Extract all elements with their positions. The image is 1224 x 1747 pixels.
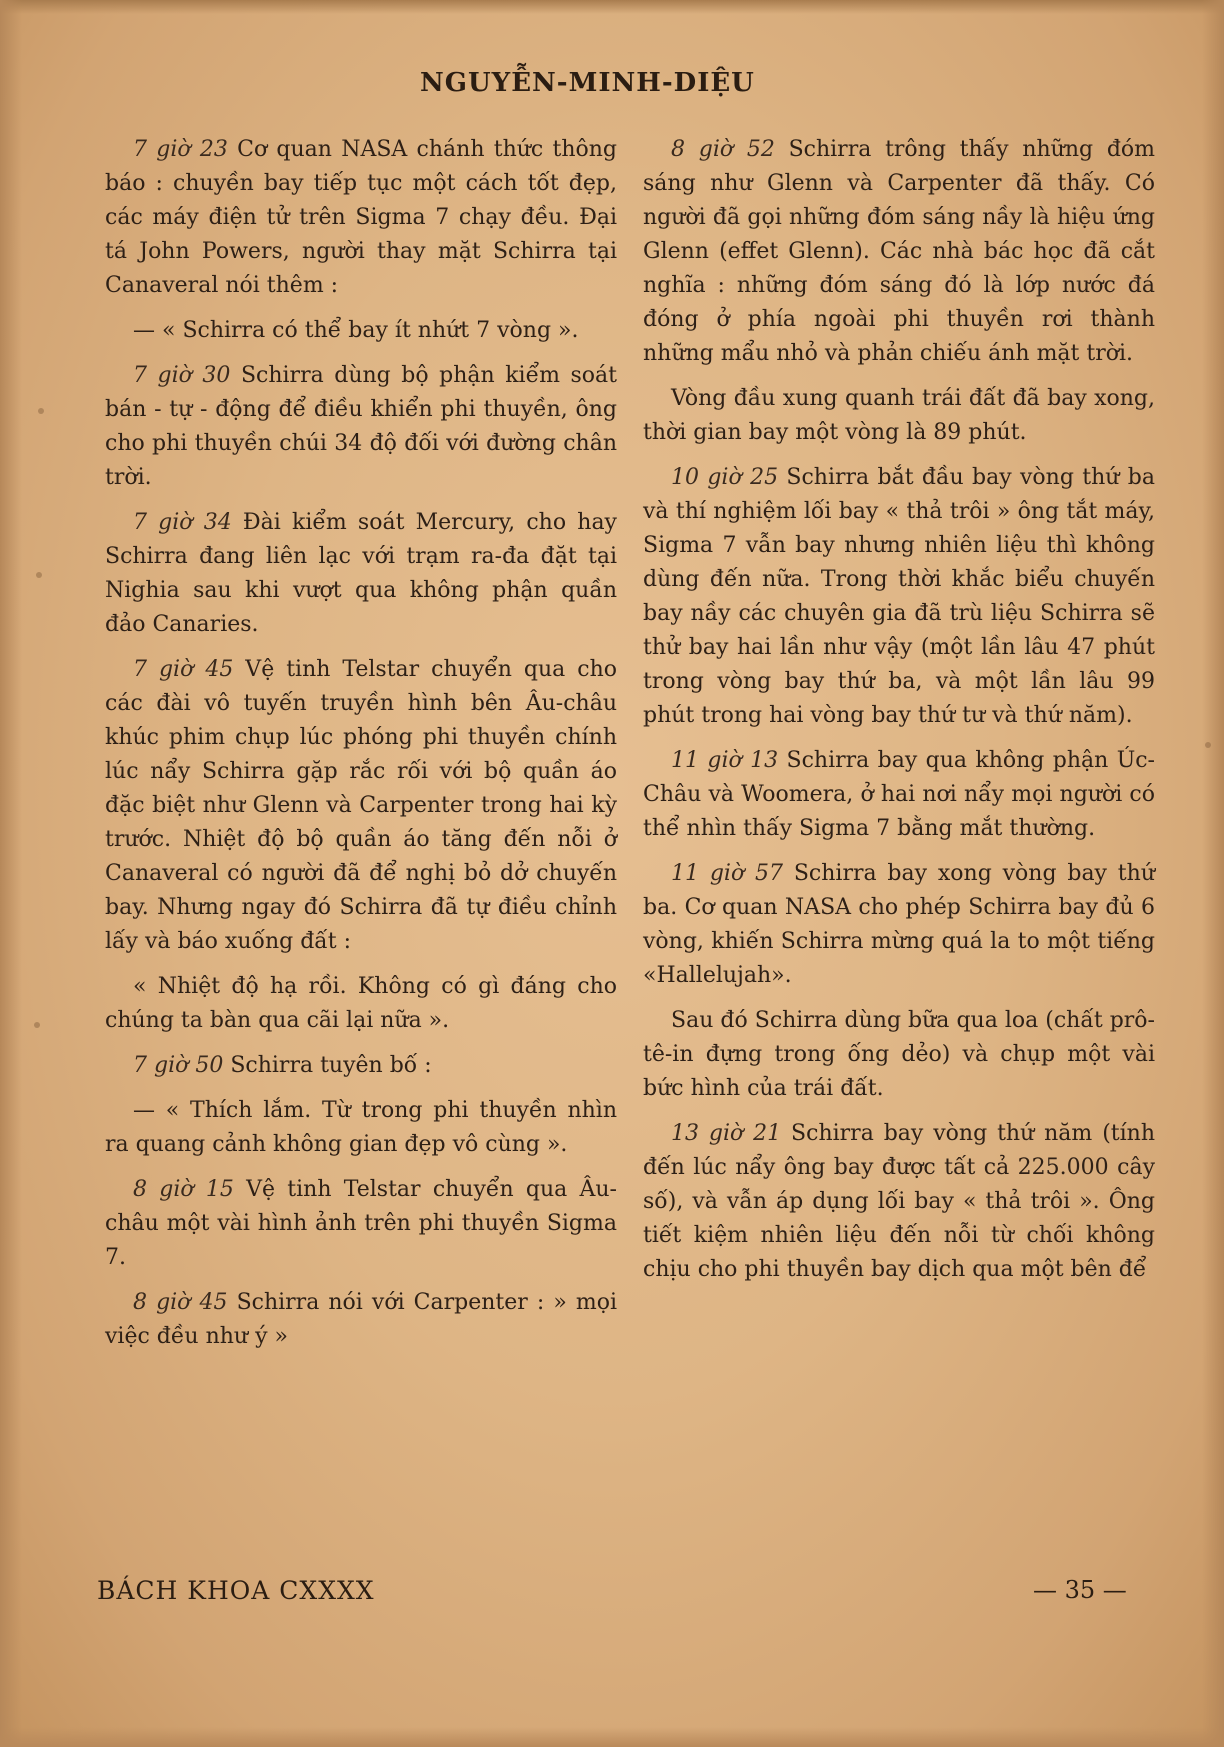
paragraph-text: Đài kiểm soát Mercury, cho hay Schirra đang liên lạc với trạm ra-đa đặt tại Nighia sau khi vượt qua không phận quần đảo Canaries. [105, 510, 617, 637]
time-stamp: 11 giờ 57 [671, 861, 784, 886]
page-edge-shadow [0, 0, 22, 1747]
paragraph [643, 1117, 1155, 1287]
paragraph [105, 133, 617, 303]
paragraph [105, 653, 617, 959]
paper-spot [38, 408, 44, 414]
paragraph [105, 1094, 617, 1162]
time-stamp: 7 giờ 23 [133, 137, 228, 162]
paragraph-text: Vệ tinh Telstar chuyển qua Âu-châu một vài hình ảnh trên phi thuyền Sigma 7. [105, 1177, 617, 1270]
time-stamp: 8 giờ 45 [133, 1290, 228, 1315]
paragraph-text: — « Thích lắm. Từ trong phi thuyền nhìn ra quang cảnh không gian đẹp vô cùng ». [105, 1098, 617, 1157]
time-stamp: 7 giờ 50 [133, 1053, 224, 1078]
paragraph [643, 1004, 1155, 1106]
paragraph [105, 506, 617, 642]
paragraph-text: Schirra bay xong vòng bay thứ ba. Cơ quan NASA cho phép Schirra bay đủ 6 vòng, khiến Schirra mừng quá la to một tiếng «Hallelujah». [643, 861, 1155, 988]
paragraph-text: Vệ tinh Telstar chuyển qua cho các đài vô tuyến truyền hình bên Âu-châu khúc phim chụp lúc phóng phi thuyền chính lúc nẩy Schirra gặp rắc rối với bộ quần áo đặc biệt như Glenn và Carpenter trong hai kỳ trước. Nhiệt độ bộ quần áo tăng đến nỗi ở Canaveral có người đã để nghị bỏ dở chuyến bay. Nhưng ngay đó Schirra đã tự điều chỉnh lấy và báo xuống đất : [105, 657, 618, 954]
paragraph [105, 1049, 617, 1083]
time-stamp: 7 giờ 30 [133, 363, 231, 388]
paragraph [643, 857, 1155, 993]
paragraph [105, 314, 617, 348]
left-column [105, 133, 617, 1365]
paragraph [105, 359, 617, 495]
paragraph-text: Schirra dùng bộ phận kiểm soát bán - tự - động để điều khiển phi thuyền, ông cho phi thuyền chúi 34 độ đối với đường chân trời. [105, 363, 617, 490]
paragraph [643, 461, 1155, 733]
paper-spot [36, 572, 42, 578]
paper-spot [1205, 742, 1211, 748]
paragraph-text: « Nhiệt độ hạ rồi. Không có gì đáng cho chúng ta bàn qua cãi lại nữa ». [105, 974, 617, 1033]
time-stamp: 7 giờ 45 [133, 657, 234, 682]
publication-footer: BÁCH KHOA CXXXX [97, 1576, 375, 1605]
page-edge-shadow [0, 1727, 1224, 1747]
running-head: NGUYỄN-MINH-DIỆU [420, 68, 755, 98]
page-edge-shadow [0, 0, 1224, 14]
paragraph-text: Schirra nói với Carpenter : » mọi việc đều như ý » [105, 1290, 617, 1349]
time-stamp: 8 giờ 52 [671, 137, 775, 162]
paragraph [105, 970, 617, 1038]
paragraph-text: Sau đó Schirra dùng bữa qua loa (chất prô-tê-in đựng trong ống dẻo) và chụp một vài bức hình của trái đất. [643, 1008, 1155, 1101]
right-column [643, 133, 1155, 1298]
paragraph-text: — « Schirra có thể bay ít nhứt 7 vòng ». [133, 318, 579, 343]
time-stamp: 10 giờ 25 [671, 465, 779, 490]
paper-spot [34, 1022, 40, 1028]
paragraph [643, 382, 1155, 450]
time-stamp: 8 giờ 15 [133, 1177, 234, 1202]
time-stamp: 13 giờ 21 [671, 1121, 782, 1146]
paragraph-text: Schirra bay vòng thứ năm (tính đến lúc nẩy ông bay được tất cả 225.000 cây số), và vẫn áp dụng lối bay « thả trôi ». Ông tiết kiệm nhiên liệu đến nỗi từ chối không chịu cho phi thuyền bay dịch qua một bên để [643, 1121, 1155, 1282]
time-stamp: 7 giờ 34 [133, 510, 232, 535]
paragraph-text: Schirra bắt đầu bay vòng thứ ba và thí nghiệm lối bay « thả trôi » ông tắt máy, Sigma 7 vẫn bay nhưng nhiên liệu thì không dùng đến nữa. Trong thời khắc biểu chuyến bay nầy các chuyên gia đã trù liệu Schirra sẽ thử bay hai lần như vậy (một lần lâu 47 phút trong vòng bay thứ ba, và một lần lâu 99 phút trong hai vòng bay thứ tư và thứ năm). [643, 465, 1155, 728]
page-number: — 35 — [1033, 1576, 1127, 1604]
paragraph-text: Cơ quan NASA chánh thức thông báo : chuyền bay tiếp tục một cách tốt đẹp, các máy điện tử trên Sigma 7 chạy đều. Đại tá John Powers, người thay mặt Schirra tại Canaveral nói thêm : [105, 137, 618, 298]
paragraph [105, 1286, 617, 1354]
paragraph-text: Schirra trông thấy những đóm sáng như Glenn và Carpenter đã thấy. Có người đã gọi những đóm sáng nầy là hiệu ứng Glenn (effet Glenn). Các nhà bác học đã cắt nghĩa : những đóm sáng đó là lớp nước đá đóng ở phía ngoài phi thuyền rơi thành những mẩu nhỏ và phản chiếu ánh mặt trời. [643, 137, 1156, 366]
paragraph [643, 133, 1155, 371]
paragraph-text: Vòng đầu xung quanh trái đất đã bay xong, thời gian bay một vòng là 89 phút. [643, 386, 1155, 445]
paragraph [643, 744, 1155, 846]
page-edge-shadow [1202, 0, 1224, 1747]
paragraph [105, 1173, 617, 1275]
paragraph-text: Schirra bay qua không phận Úc-Châu và Woomera, ở hai nơi nẩy mọi người có thể nhìn thấy Sigma 7 bằng mắt thường. [643, 748, 1155, 841]
paragraph-text: Schirra tuyên bố : [223, 1053, 432, 1078]
time-stamp: 11 giờ 13 [671, 748, 779, 773]
